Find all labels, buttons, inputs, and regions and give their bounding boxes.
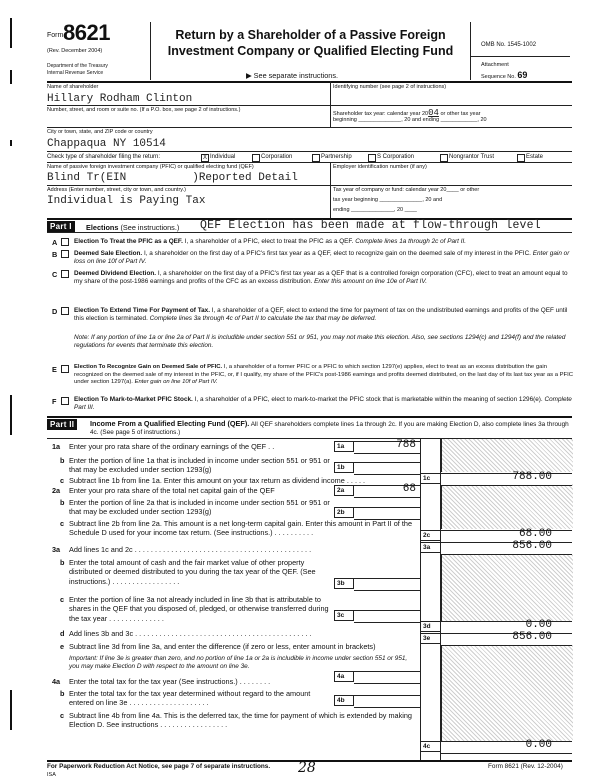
line-description: Enter the portion of line 1a that is included in income under section 551 or 951 or that may be excluded under section 1293(g) (69, 456, 330, 475)
election-e-instruction: Enter gain on line 10f of Part IV. (134, 379, 218, 386)
election-d-instruction: Complete lines 3a through 4c of Part II to calculate the tax that may be deferred. (149, 315, 377, 323)
inner-amount-field[interactable] (354, 441, 420, 454)
pfic-name[interactable]: Blind Tr(EIN )Reported Detail (47, 172, 298, 184)
binder-mark (10, 395, 12, 435)
line-box-label: 3a (420, 542, 441, 553)
type-partnership: Partnership (321, 154, 352, 160)
election-f-checkbox[interactable] (61, 397, 69, 405)
city-label: City or town, state, and ZIP code or country (47, 129, 153, 135)
city-value[interactable]: Chappaqua NY 10514 (47, 138, 166, 150)
fund-twenty-end: , 20 (393, 207, 404, 213)
fund-tax-year-beginning: tax year beginning ______________, 20 and (333, 197, 443, 203)
amount-field[interactable] (441, 473, 572, 486)
fund-ending-label: ending (333, 207, 350, 213)
line-box-label: 1b (334, 462, 354, 473)
inner-amount-value: 788 (396, 439, 416, 451)
line-box-label: 2a (334, 485, 354, 496)
line-number: 1a (52, 442, 61, 451)
form-number: 8621 (63, 20, 110, 45)
filer-type-label: Check type of shareholder filing the return: (47, 154, 161, 160)
election-d-letter: D (52, 307, 58, 316)
fund-beginning-label: tax year beginning (333, 197, 378, 203)
election-a-text (74, 238, 574, 246)
shaded-area (441, 554, 573, 621)
election-d-body: I, a shareholder of a QEF, elect to extend the time for payment of tax on the undistributed earnings and profits of the QEF until this election is terminated. (74, 307, 568, 323)
shaded-area (441, 484, 573, 529)
tax-year-value[interactable]: 04 (428, 108, 439, 118)
revision-date: (Rev. December 2004) (47, 48, 103, 54)
amount-value: 0.00 (525, 739, 552, 751)
fund-or-other: or other (460, 187, 480, 193)
line-description: Subtract line 2b from line 2a. This amount is a net long-term capital gain. Enter this amount in Part II of the Schedule D used for your income tax return. (See instructions.) . . . . . . . . . . (69, 519, 412, 538)
election-d-note: Note: If any portion of line 1a or line 2a of Part II is includible under section 551 or 951, you may not make this election. Also, see sections 1294(c) and 1294(f) and the related regulations for events that terminate this election. (74, 334, 566, 350)
election-c-body: I, a shareholder on the first day of a PFIC's first tax year as a QEF that is a controlled foreign corporation (CFC), elect to treat an amount equal to my share of the post-1986 earnings and profits of the CFC as an excess distribution. (74, 270, 568, 286)
election-c-instruction: Enter this amount on line 10e of Part IV. (314, 278, 427, 286)
pfic-address[interactable]: Individual is Paying Tax (47, 195, 206, 207)
fund-twenty-and: , 20 and (422, 197, 443, 203)
binder-mark (10, 70, 12, 84)
type-estate: Estate (526, 154, 544, 160)
form-reference: Form 8621 (Rev. 12-2004) (488, 763, 563, 770)
election-b-checkbox[interactable] (61, 250, 69, 258)
election-b-letter: B (52, 250, 58, 259)
election-f-instruction: Complete Part III. (74, 396, 572, 412)
election-c-letter: C (52, 270, 58, 279)
amount-value: 856.00 (512, 540, 552, 552)
line-box-label: 2c (420, 530, 441, 541)
paperwork-notice: For Paperwork Reduction Act Notice, see page 7 of separate instructions. (47, 763, 271, 770)
tax-year-range: beginning ______________, 20 and ending ____________, 20 (333, 117, 487, 123)
election-d-title: Election To Extend Time For Payment of Tax. (74, 307, 211, 314)
line-box-label: 1a (334, 441, 354, 452)
line-box-label: 4a (334, 671, 354, 682)
election-c-title: Deemed Dividend Election. (74, 270, 157, 277)
election-e-checkbox[interactable] (61, 365, 69, 373)
type-corporation: Corporation (261, 154, 293, 160)
line-number: c (60, 711, 65, 720)
part-2-heading (90, 419, 572, 438)
amount-value: 0.00 (525, 619, 552, 631)
part-2-badge: Part II (47, 419, 77, 430)
election-a-body: I, a shareholder of a PFIC, elect to treat the PFIC as a QEF. (182, 238, 356, 245)
fund-tax-year-blank[interactable]: ____ (446, 187, 459, 193)
line-number: c (60, 476, 65, 485)
shaded-area (441, 645, 573, 741)
checkbox-corporation[interactable] (252, 154, 260, 162)
election-c-text (74, 270, 574, 287)
amount-value: 856.00 (512, 631, 552, 643)
ein-label: Employer identification number (if any) (333, 164, 427, 170)
checkbox-estate[interactable] (517, 154, 525, 162)
beginning-label: beginning (333, 117, 357, 123)
amount-field[interactable] (441, 633, 572, 646)
checkbox-individual[interactable]: X (202, 155, 207, 161)
amount-field[interactable] (441, 741, 572, 754)
line-number: 2a (52, 486, 61, 495)
election-b-instruction: Enter gain or loss on line 10f of Part IV. (74, 250, 570, 266)
and-ending-label: , 20 and ending (401, 117, 440, 123)
inner-amount-field[interactable] (354, 462, 420, 475)
form-word: Form (47, 32, 64, 39)
shaded-area (441, 439, 573, 472)
tax-year-label: Shareholder tax year: calendar year 20 (333, 111, 429, 117)
shareholder-name[interactable]: Hillary Rodham Clinton (47, 93, 193, 105)
department: Department of the Treasury (47, 63, 108, 69)
inner-amount-field[interactable] (354, 695, 420, 708)
line-description: Enter the portion of line 2a that is included in income under section 551 or 951 or that may be excluded under section 1293(g) (69, 498, 330, 517)
handwritten-page-number: 28 (298, 760, 316, 776)
election-a-instruction: Complete lines 1a through 2c of Part II. (355, 238, 467, 245)
checkbox-nongrantor-trust[interactable] (440, 154, 448, 162)
inner-amount-value: 68 (402, 483, 416, 495)
amount-field[interactable] (441, 542, 572, 555)
sequence-label (481, 70, 527, 81)
part-1-badge: Part I (47, 221, 75, 232)
line-number: b (60, 689, 65, 698)
type-individual: Individual (210, 154, 236, 160)
line-number: 4a (52, 677, 61, 686)
election-e-body: I, a shareholder of a former PFIC or a PFIC to which section 1297(e) applies, elect to treat as an excess distribution the gain recognized on the deemed sale of my interest in the PFIC, or, if I qualify, my share of the PFIC's post-1986 earnings and profits deemed distributed, on the last day of its last tax year as a PFIC under section 1297(a). (74, 364, 574, 386)
line-description: Subtract line 1b from line 1a. Enter this amount on your tax return as dividend income . . . . . (69, 476, 366, 485)
election-f-title: Election To Mark-to-Market PFIC Stock. (74, 396, 193, 403)
line-number: d (60, 629, 65, 638)
fund-tax-year-label: Tax year of company or fund: calendar year 20 (333, 187, 447, 193)
type-nongrantor-trust: Nongrantor Trust (449, 154, 495, 160)
twenty-end: , 20 (477, 117, 487, 123)
title-line-2: Investment Company or Qualified Electing Fund (167, 44, 454, 59)
fund-tax-year (333, 187, 479, 194)
binder-mark (10, 140, 12, 146)
line-number: 3a (52, 545, 61, 554)
line-number: b (60, 456, 65, 465)
title-line-1: Return by a Shareholder of a Passive Foreign (175, 28, 446, 42)
line-number: c (60, 595, 65, 604)
qef-election-note: QEF Election has been made at flow-through level (200, 219, 541, 232)
election-c-checkbox[interactable] (61, 270, 69, 278)
line-box-label: 3e (420, 633, 441, 644)
line-box-label: 3c (334, 610, 354, 621)
pfic-name-label: Name of passive foreign investment company (PFIC) or qualified electing fund (QEF) (47, 164, 254, 170)
line-description: Enter your pro rata share of the ordinary earnings of the QEF . . (69, 442, 275, 451)
election-e-title: Election To Recognize Gain on Deemed Sale of PFIC. (74, 364, 223, 370)
amount-value: 788.00 (512, 471, 552, 483)
line-description: Add lines 3b and 3c . . . . . . . . . . . . . . . . . . . . . . . . . . . . . . . . . . . . . . . . . . . . (69, 629, 312, 638)
line-box-label: 4c (420, 741, 441, 752)
line-description: Add lines 1c and 2c . . . . . . . . . . . . . . . . . . . . . . . . . . . . . . . . . . . . . . . . . . . . (69, 545, 312, 554)
election-d-text (74, 307, 574, 324)
inner-amount-field[interactable] (354, 610, 420, 623)
line-number: b (60, 498, 65, 507)
line-box-label: 3b (334, 578, 354, 589)
line-box-label: 4b (334, 695, 354, 706)
part-1-title-note: (See instructions.) (120, 223, 180, 232)
election-b-body: I, a shareholder on the first day of a PFIC's first tax year as a QEF, elect to recognize gain on the deemed sale of my interest in the PFIC. (142, 250, 533, 257)
election-b-text (74, 250, 574, 267)
part-2-title: Income From a Qualified Electing Fund (QEF). (90, 419, 250, 428)
type-s-corporation: S Corporation (377, 154, 415, 160)
sequence-text: Sequence No. (481, 74, 516, 80)
isa-label: ISA (47, 772, 56, 778)
line-box-label: 2b (334, 507, 354, 518)
binder-mark (10, 18, 12, 48)
line-description: Enter your pro rata share of the total net capital gain of the QEF (69, 486, 275, 495)
tax-year-other: or other tax year (440, 111, 481, 117)
line-number: b (60, 558, 65, 567)
election-f-body: I, a shareholder of a PFIC, elect to mark-to-market the PFIC stock that is marketable within the meaning of section 1296(e). (192, 396, 545, 403)
inner-amount-field[interactable] (354, 671, 420, 684)
shareholder-name-label: Name of shareholder (47, 84, 99, 90)
election-f-text (74, 396, 574, 413)
see-instructions: ▶ See separate instructions. (246, 71, 339, 80)
line-description: Enter the total tax for the tax year (See instructions.) . . . . . . . . (69, 677, 271, 686)
inner-amount-field[interactable] (354, 578, 420, 591)
checkbox-partnership[interactable] (312, 154, 320, 162)
pfic-address-label: Address (Enter number, street, city or town, and country.) (47, 187, 186, 193)
election-e-text (74, 364, 574, 387)
line-box-label: 3d (420, 621, 441, 632)
election-a-title: Election To Treat the PFIC as a QEF. (74, 238, 183, 245)
election-f-letter: F (52, 397, 57, 406)
inner-amount-field[interactable] (354, 485, 420, 498)
election-a-letter: A (52, 238, 58, 247)
omb-number: OMB No. 1545-1002 (481, 42, 537, 48)
irs: Internal Revenue Service (47, 70, 104, 76)
form-title (158, 27, 463, 60)
line-description: Subtract line 4b from line 4a. This is the deferred tax, the time for payment of which is extended by making Election D. See instructions . . . . . . . . . . . . . . . . . (69, 711, 412, 730)
election-b-title: Deemed Sale Election. (74, 250, 143, 257)
line-box-label: 1c (420, 473, 441, 484)
identifying-number-label: Identifying number (see page 2 of instructions) (333, 84, 447, 90)
line-description: Enter the total tax for the tax year determined without regard to the amount entered on line 3e . . . . . . . . . . . . . . . . . . . . (69, 689, 311, 708)
important-note: Important: If line 3e is greater than zero, and no portion of line 1a or 2a is includible in income under section 551 or 951, you may make Election D with respect to the amount on line 3e. (69, 655, 408, 671)
sequence-number: 69 (517, 70, 528, 80)
attachment-label: Attachment (481, 62, 509, 68)
line-description: Subtract line 3d from line 3a, and enter the difference (if zero or less, enter amount in brackets) (69, 642, 376, 651)
part-2-intro: All QEF shareholders complete lines 1a through 2c. If you are making Election D, also complete lines 3a through 4c. (See page 5 of instructions.) (90, 421, 569, 437)
checkbox-s-corporation[interactable] (368, 154, 376, 162)
line-number: c (60, 519, 65, 528)
election-d-checkbox[interactable] (61, 307, 69, 315)
line-description: Enter the portion of line 3a not already included in line 3b that is attributable to shares in the QEF that you disposed of, pledged, or otherwise transferred during the tax year . . . . . . . . . . . . . . (69, 595, 329, 623)
part-1-title-text: Elections (86, 223, 119, 232)
line-number: e (60, 642, 65, 651)
street-label: Number, street, and room or suite no. (If a P.O. box, see page 2 of instructions.) (47, 107, 241, 113)
election-a-checkbox[interactable] (61, 238, 69, 246)
line-description: Enter the total amount of cash and the fair market value of other property distributed or deemed distributed to you during the tax year of the QEF. (See instructions.) . . . . . . . . . . . . . . . . . (69, 558, 316, 586)
election-e-letter: E (52, 365, 57, 374)
amount-value: 68.00 (518, 528, 552, 540)
binder-mark (10, 690, 12, 730)
fund-tax-year-ending: ending ______________, 20 ____ (333, 207, 417, 213)
